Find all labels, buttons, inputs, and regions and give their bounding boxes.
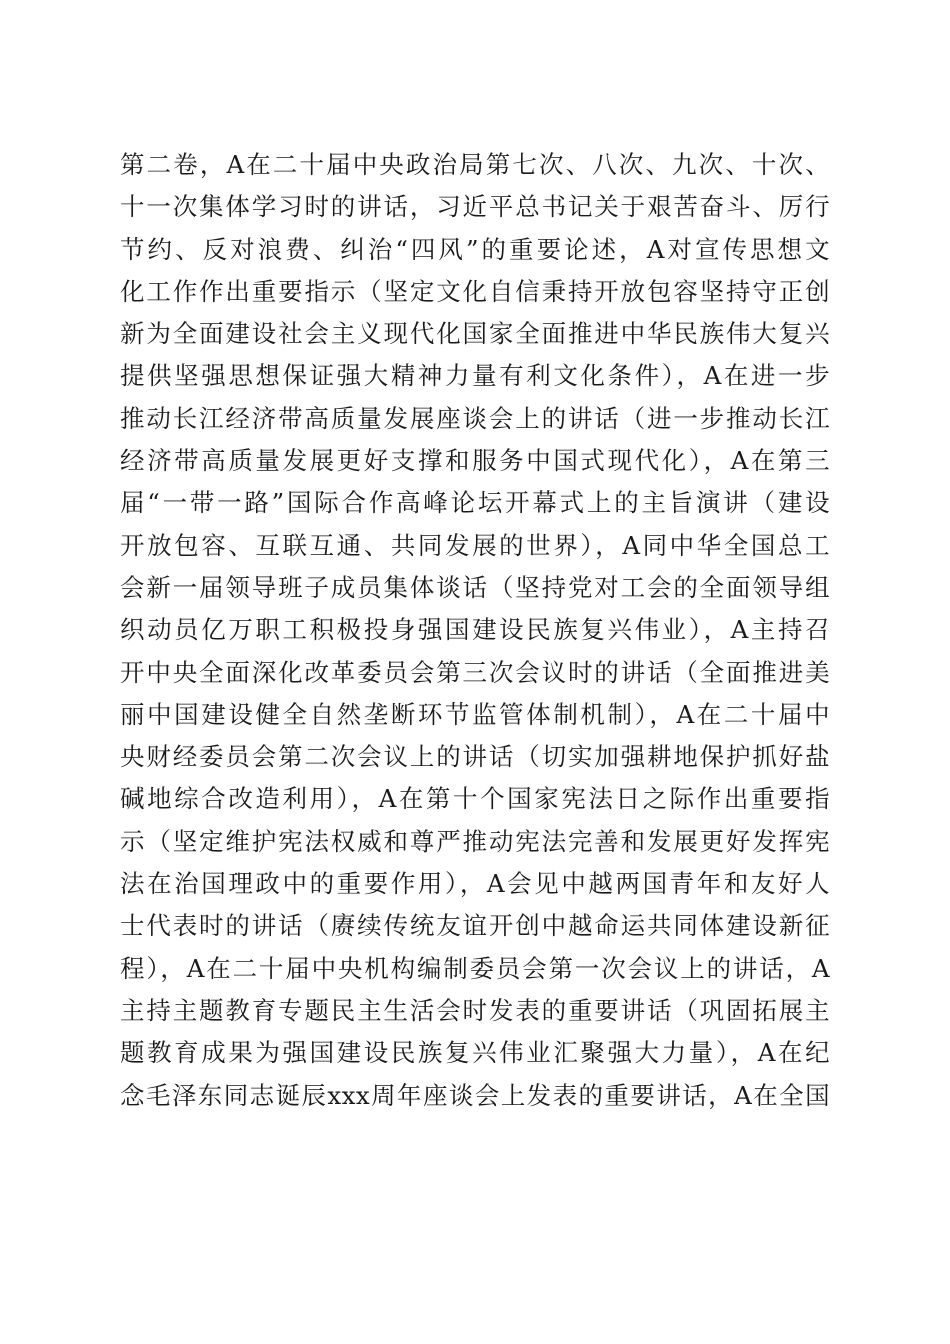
text-line: 丽中国建设健全自然垄断环节监管体制机制），A在二十届中 (120, 699, 830, 729)
text-line: 十一次集体学习时的讲话，习近平总书记关于艰苦奋斗、厉行 (120, 192, 830, 222)
text-line: 程），A在二十届中央机构编制委员会第一次会议上的讲话，A (120, 953, 830, 983)
text-line: 开中央全面深化改革委员会第三次会议时的讲话（全面推进美 (120, 657, 830, 687)
text-line: 届“一带一路”国际合作高峰论坛开幕式上的主旨演讲（建设 (120, 488, 830, 518)
text-line: 央财经委员会第二次会议上的讲话（切实加强耕地保护抓好盐 (120, 742, 830, 772)
text-line: 开放包容、互联互通、共同发展的世界），A同中华全国总工 (120, 530, 830, 560)
text-line: 新为全面建设社会主义现代化国家全面推进中华民族伟大复兴 (120, 319, 830, 349)
text-line: 法在治国理政中的重要作用），A会见中越两国青年和友好人 (120, 869, 830, 899)
text-line: 经济带高质量发展更好支撑和服务中国式现代化），A在第三 (120, 446, 830, 476)
text-line: 提供坚强思想保证强大精神力量有利文化条件），A在进一步 (120, 361, 830, 391)
text-line: 士代表时的讲话（赓续传统友谊开创中越命运共同体建设新征 (120, 911, 830, 941)
text-line: 第二卷，A在二十届中央政治局第七次、八次、九次、十次、 (120, 150, 830, 179)
text-line: 题教育成果为强国建设民族复兴伟业汇聚强大力量），A在纪 (120, 1038, 830, 1068)
text-line: 会新一届领导班子成员集体谈话（坚持党对工会的全面领导组 (120, 572, 830, 602)
text-line: 念毛泽东同志诞辰xxx周年座谈会上发表的重要讲话，A在全国 (120, 1080, 830, 1110)
text-line: 节约、反对浪费、纠治“四风”的重要论述，A对宣传思想文 (120, 234, 830, 264)
text-line: 化工作作出重要指示（坚定文化自信秉持开放包容坚持守正创 (120, 276, 830, 306)
text-line: 碱地综合改造利用），A在第十个国家宪法日之际作出重要指 (120, 784, 830, 814)
text-line: 主持主题教育专题民主生活会时发表的重要讲话（巩固拓展主 (120, 995, 830, 1025)
text-line: 织动员亿万职工积极投身强国建设民族复兴伟业），A主持召 (120, 615, 830, 645)
text-line: 示（坚定维护宪法权威和尊严推动宪法完善和发展更好发挥宪 (120, 826, 830, 856)
body-paragraph (120, 144, 830, 1117)
text-line: 推动长江经济带高质量发展座谈会上的讲话（进一步推动长江 (120, 403, 830, 433)
